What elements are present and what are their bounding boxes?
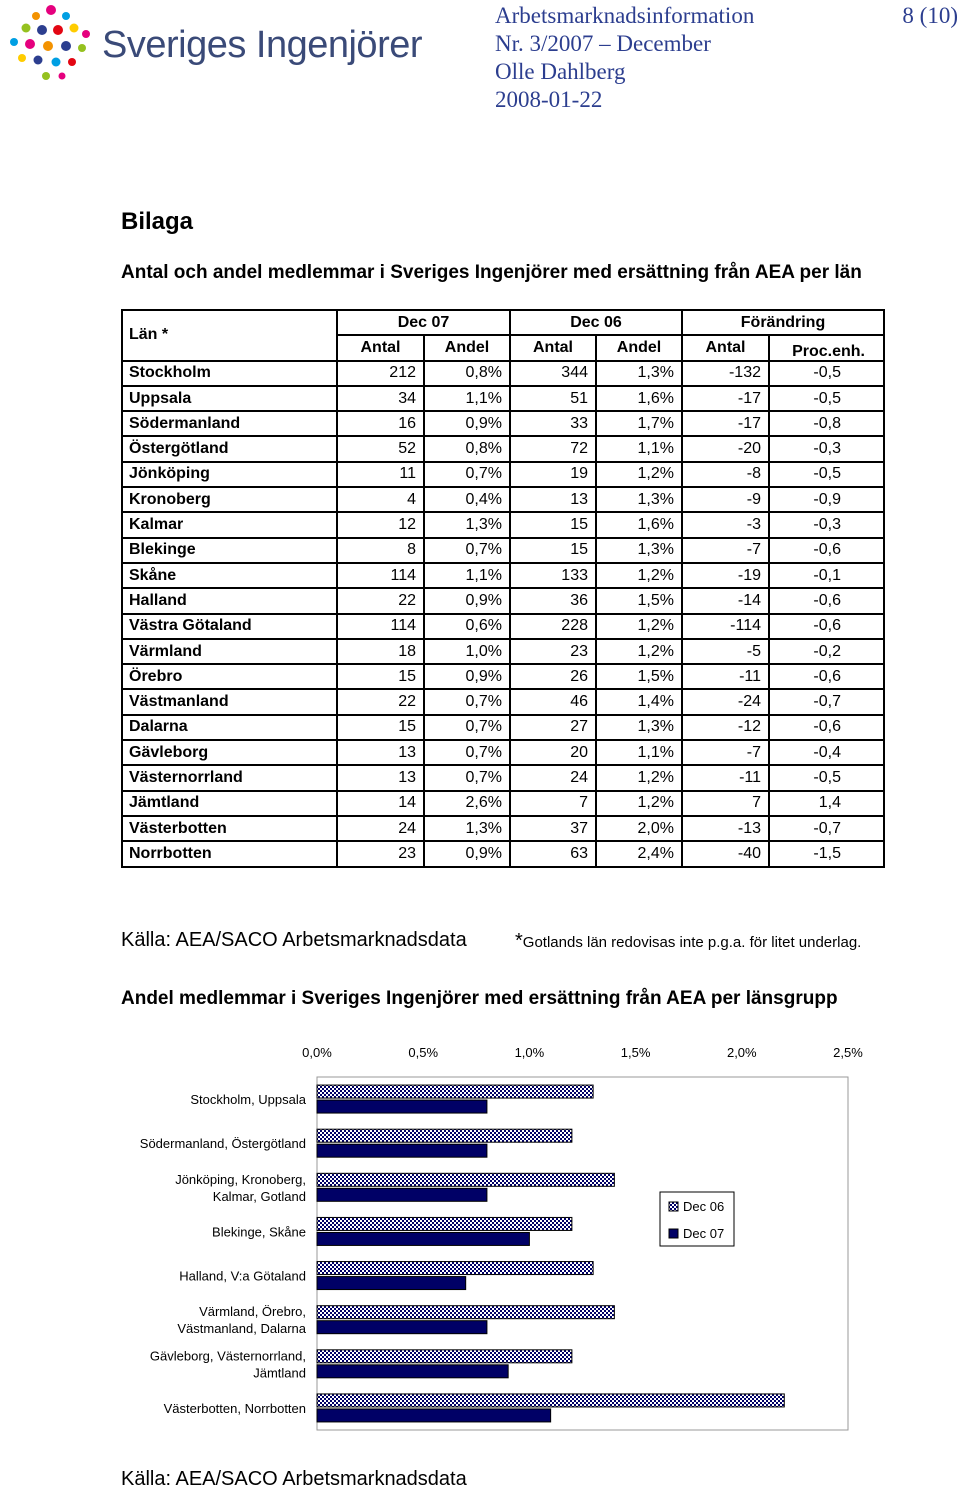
logo-text: Sveriges Ingenjörer (102, 24, 423, 66)
legend-swatch (669, 1229, 678, 1238)
x-tick-label: 1,5% (620, 1045, 651, 1060)
legend-label: Dec 06 (683, 1199, 725, 1214)
table-cell: -11 (682, 765, 769, 790)
table-cell-lan: Västerbotten (122, 816, 337, 841)
chart-title: Andel medlemmar i Sveriges Ingenjörer med ersättning från AEA per länsgrupp (121, 988, 838, 1009)
table-row (122, 715, 884, 740)
table-cell: 13 (337, 765, 424, 790)
header-line: 2008-01-22 (495, 87, 603, 112)
table-cell: 4 (337, 487, 424, 512)
table-cell: 1,0% (424, 639, 510, 664)
table-cell-lan: Västmanland (122, 689, 337, 714)
x-tick-label: 2,5% (833, 1045, 863, 1060)
bar-dec-06 (317, 1129, 572, 1142)
table-cell: 36 (510, 588, 596, 613)
table-cell: -0,5 (769, 765, 884, 790)
table-row (122, 841, 884, 866)
table-cell: 2,4% (596, 841, 682, 866)
table-cell: -0,7 (769, 689, 884, 714)
table-cell: -0,5 (769, 462, 884, 487)
table-row (122, 512, 884, 537)
table-row (122, 361, 884, 386)
table-cell: 1,2% (596, 563, 682, 588)
column-header: Antal (682, 335, 769, 360)
bar-dec-06 (317, 1306, 614, 1319)
bar-dec-06 (317, 1217, 572, 1230)
table-cell: 1,3% (424, 512, 510, 537)
table-row (122, 664, 884, 689)
table-cell: 228 (510, 614, 596, 639)
bar-dec-06 (317, 1394, 784, 1407)
table-cell-lan: Jämtland (122, 791, 337, 816)
logo-dots-icon (6, 2, 102, 86)
column-header: Andel (424, 335, 510, 360)
source-note-2: Källa: AEA/SACO Arbetsmarknadsdata (121, 1468, 467, 1490)
table-cell: 14 (337, 791, 424, 816)
bar-dec-07 (317, 1365, 508, 1378)
table-cell: -132 (682, 361, 769, 386)
table-cell: -8 (682, 462, 769, 487)
table-cell: -19 (682, 563, 769, 588)
table-cell-lan: Östergötland (122, 436, 337, 461)
bar-dec-07 (317, 1232, 529, 1245)
table-cell: 1,3% (596, 538, 682, 563)
table-cell: -7 (682, 538, 769, 563)
table-cell: 34 (337, 386, 424, 411)
column-header-lan: Län * (122, 310, 337, 361)
table-cell: -0,6 (769, 715, 884, 740)
column-group-header: Dec 07 (337, 310, 510, 335)
table-cell: 51 (510, 386, 596, 411)
table-row (122, 689, 884, 714)
table-cell: -114 (682, 614, 769, 639)
table-cell: 1,1% (424, 386, 510, 411)
table-cell: 1,3% (596, 361, 682, 386)
table-cell: -9 (682, 487, 769, 512)
table-cell: 0,7% (424, 765, 510, 790)
table-cell: 11 (337, 462, 424, 487)
table-cell: 0,7% (424, 740, 510, 765)
table-cell: -0,1 (769, 563, 884, 588)
table-cell: 2,6% (424, 791, 510, 816)
table-cell: 1,2% (596, 765, 682, 790)
table-cell: 1,5% (596, 588, 682, 613)
table-row (122, 765, 884, 790)
table-cell: -12 (682, 715, 769, 740)
table-cell: -17 (682, 411, 769, 436)
table-row (122, 487, 884, 512)
header-line: Arbetsmarknadsinformation (495, 3, 755, 28)
category-label: Västmanland, Dalarna (177, 1321, 306, 1337)
table-cell: -0,3 (769, 436, 884, 461)
table-row (122, 386, 884, 411)
table-cell: 63 (510, 841, 596, 866)
table-cell-lan: Blekinge (122, 538, 337, 563)
table-cell: 13 (510, 487, 596, 512)
table-cell: 344 (510, 361, 596, 386)
table-cell: -7 (682, 740, 769, 765)
table-cell-lan: Södermanland (122, 411, 337, 436)
table-cell: 15 (337, 715, 424, 740)
table-cell: 1,6% (596, 386, 682, 411)
table-row (122, 588, 884, 613)
category-label: Blekinge, Skåne (212, 1224, 306, 1240)
table-cell: 1,6% (596, 512, 682, 537)
bar-dec-07 (317, 1321, 487, 1334)
table-cell: 0,6% (424, 614, 510, 639)
table-cell: 8 (337, 538, 424, 563)
table-cell: -13 (682, 816, 769, 841)
x-tick-label: 0,5% (408, 1045, 439, 1060)
footnote (515, 930, 861, 953)
table-row (122, 538, 884, 563)
table-cell-lan: Norrbotten (122, 841, 337, 866)
table-row (122, 411, 884, 436)
category-label: Västerbotten, Norrbotten (163, 1400, 306, 1416)
table-cell: 46 (510, 689, 596, 714)
table-cell: 114 (337, 563, 424, 588)
table-cell: 22 (337, 689, 424, 714)
column-group-header: Dec 06 (510, 310, 682, 335)
category-label: Värmland, Örebro, (199, 1304, 306, 1320)
table-cell: 16 (337, 411, 424, 436)
x-tick-label: 1,0% (514, 1045, 545, 1060)
table-row (122, 791, 884, 816)
table-cell: 0,7% (424, 462, 510, 487)
table-header-row (122, 310, 884, 335)
bar-dec-07 (317, 1100, 487, 1113)
table-cell: -0,6 (769, 664, 884, 689)
table-cell: 0,7% (424, 715, 510, 740)
header-line: Nr. 3/2007 – December (495, 31, 711, 56)
table-cell: 0,9% (424, 411, 510, 436)
table-cell: -11 (682, 664, 769, 689)
table-cell: 1,2% (596, 791, 682, 816)
table-cell: 15 (510, 512, 596, 537)
table-row (122, 740, 884, 765)
table-cell: -3 (682, 512, 769, 537)
table-cell: 1,2% (596, 639, 682, 664)
bar-dec-07 (317, 1144, 487, 1157)
table-cell: 1,5% (596, 664, 682, 689)
table-cell: -14 (682, 588, 769, 613)
table-cell: 1,7% (596, 411, 682, 436)
bar-chart (0, 1030, 960, 1440)
source-note: Källa: AEA/SACO Arbetsmarknadsdata (121, 929, 467, 951)
document-header (495, 2, 754, 114)
table-cell: 18 (337, 639, 424, 664)
table-cell: 114 (337, 614, 424, 639)
column-header: Proc.enh. (769, 335, 884, 360)
table-cell: 0,9% (424, 588, 510, 613)
bar-dec-07 (317, 1188, 487, 1201)
table-row (122, 563, 884, 588)
table-cell: 20 (510, 740, 596, 765)
table-cell: -17 (682, 386, 769, 411)
table-cell: 0,8% (424, 361, 510, 386)
table-cell: 212 (337, 361, 424, 386)
table-cell: 1,3% (596, 715, 682, 740)
table-cell: 0,9% (424, 664, 510, 689)
table-cell-lan: Dalarna (122, 715, 337, 740)
table-cell-lan: Halland (122, 588, 337, 613)
table-cell: 1,3% (596, 487, 682, 512)
table-cell-lan: Västernorrland (122, 765, 337, 790)
table-row (122, 462, 884, 487)
table-cell-lan: Västra Götaland (122, 614, 337, 639)
table-cell: 24 (510, 765, 596, 790)
table-cell: 72 (510, 436, 596, 461)
table-cell: -0,9 (769, 487, 884, 512)
table-row (122, 639, 884, 664)
table-cell: -0,6 (769, 614, 884, 639)
table-cell: 1,1% (424, 563, 510, 588)
table-cell: -40 (682, 841, 769, 866)
table-cell: -0,8 (769, 411, 884, 436)
logo (6, 2, 423, 86)
table-cell: 2,0% (596, 816, 682, 841)
table-cell-lan: Gävleborg (122, 740, 337, 765)
bar-dec-06 (317, 1085, 593, 1098)
column-header: Andel (596, 335, 682, 360)
table-cell: 22 (337, 588, 424, 613)
table-cell: 0,8% (424, 436, 510, 461)
table-cell: 12 (337, 512, 424, 537)
table-cell: 0,7% (424, 689, 510, 714)
x-tick-label: 0,0% (302, 1045, 332, 1060)
legend-swatch (669, 1202, 678, 1211)
table-row (122, 436, 884, 461)
table-cell: 33 (510, 411, 596, 436)
table-cell: 23 (510, 639, 596, 664)
table-cell: 1,4% (596, 689, 682, 714)
bar-dec-06 (317, 1262, 593, 1275)
table-cell: 52 (337, 436, 424, 461)
table-cell: 24 (337, 816, 424, 841)
table-cell: 1,1% (596, 740, 682, 765)
data-table (121, 309, 885, 868)
bar-dec-06 (317, 1350, 572, 1363)
table-cell: 37 (510, 816, 596, 841)
table-cell: 0,9% (424, 841, 510, 866)
table-cell: 0,4% (424, 487, 510, 512)
bar-dec-06 (317, 1173, 614, 1186)
table-cell-lan: Kronoberg (122, 487, 337, 512)
page-number: 8 (10) (902, 3, 958, 28)
table-cell: -0,5 (769, 361, 884, 386)
header-line: Olle Dahlberg (495, 59, 626, 84)
footnote-text: Gotlands län redovisas inte p.g.a. för litet underlag. (522, 934, 862, 951)
table-cell: 0,7% (424, 538, 510, 563)
category-label: Södermanland, Östergötland (139, 1136, 306, 1152)
category-label: Stockholm, Uppsala (190, 1092, 306, 1108)
bar-dec-07 (317, 1277, 466, 1290)
table-cell: 1,2% (596, 614, 682, 639)
table-cell: 26 (510, 664, 596, 689)
table-cell: 1,2% (596, 462, 682, 487)
category-label: Jämtland (253, 1365, 306, 1381)
table-cell-lan: Stockholm (122, 361, 337, 386)
table-cell: 1,1% (596, 436, 682, 461)
section-title: Bilaga (121, 208, 194, 235)
table-cell: -24 (682, 689, 769, 714)
table-cell-lan: Örebro (122, 664, 337, 689)
table-cell-lan: Jönköping (122, 462, 337, 487)
category-label: Kalmar, Gotland (212, 1188, 306, 1204)
table-cell: -0,6 (769, 588, 884, 613)
table-cell: -0,6 (769, 538, 884, 563)
table-cell: -5 (682, 639, 769, 664)
table-row (122, 816, 884, 841)
table-title: Antal och andel medlemmar i Sveriges Ingenjörer med ersättning från AEA per län (121, 262, 862, 283)
table-cell: 7 (510, 791, 596, 816)
table-cell-lan: Skåne (122, 563, 337, 588)
table-cell: -20 (682, 436, 769, 461)
table-cell-lan: Uppsala (122, 386, 337, 411)
bar-dec-07 (317, 1409, 551, 1422)
category-label: Gävleborg, Västernorrland, (149, 1348, 306, 1364)
column-header: Antal (337, 335, 424, 360)
table-cell: -0,2 (769, 639, 884, 664)
legend-label: Dec 07 (683, 1226, 725, 1241)
column-group-header: Förändring (682, 310, 884, 335)
category-label: Jönköping, Kronoberg, (175, 1171, 306, 1187)
table-cell: -0,3 (769, 512, 884, 537)
table-cell: -0,5 (769, 386, 884, 411)
table-row (122, 614, 884, 639)
table-cell: -0,7 (769, 816, 884, 841)
table-cell: 15 (510, 538, 596, 563)
column-header: Antal (510, 335, 596, 360)
table-cell: 19 (510, 462, 596, 487)
table-cell-lan: Värmland (122, 639, 337, 664)
table-cell: 23 (337, 841, 424, 866)
category-label: Halland, V:a Götaland (179, 1268, 306, 1284)
table-cell: 27 (510, 715, 596, 740)
table-cell: 15 (337, 664, 424, 689)
table-cell: -0,4 (769, 740, 884, 765)
table-cell: 7 (682, 791, 769, 816)
table-cell: 13 (337, 740, 424, 765)
table-cell: 133 (510, 563, 596, 588)
x-tick-label: 2,0% (726, 1045, 757, 1060)
table-cell: 1,4 (769, 791, 884, 816)
table-cell: 1,3% (424, 816, 510, 841)
footnote-asterisk: * (515, 930, 523, 952)
table-cell: -1,5 (769, 841, 884, 866)
table-cell-lan: Kalmar (122, 512, 337, 537)
